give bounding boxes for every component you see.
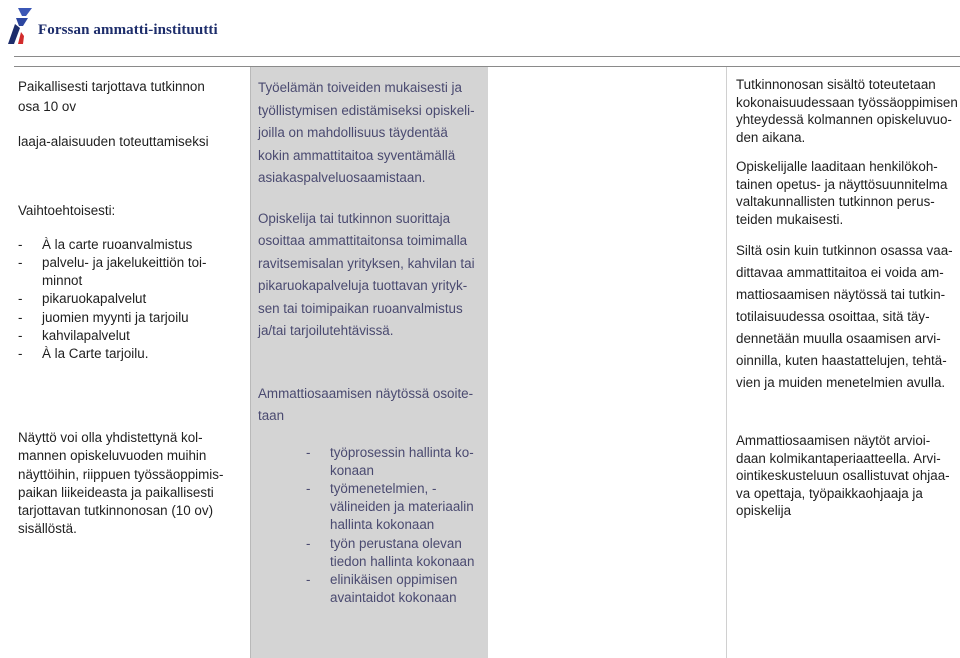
list-item: - À la Carte tarjoilu. [18, 346, 149, 362]
list-item: - työn perustana olevan tiedon hallinta kokonaan [306, 535, 475, 569]
objectives-paragraph: Työelämän toiveiden mukaisesti ja työllistymisen edistämiseksi opiskeli- joilla on mahdollisuus täydentää kokin ammattitaitoa syventämällä asiakaspalveluosaamistaan. [258, 80, 475, 185]
header-divider [14, 56, 960, 57]
list-item: - pikaruokapalvelut [18, 291, 147, 307]
list-item: - juomien myynti ja tarjoilu [18, 309, 189, 325]
list-item: - kahvilapalvelut [18, 327, 130, 343]
column-objectives [251, 67, 488, 658]
evaluation-paragraph: Ammattiosaamisen näytöt arvioi- daan kolmikantaperiaatteella. Arvi- ointikeskusteluun osallistuvat ohjaa- va opettaja, työpaikkaohjaaja ja opiskelija [736, 433, 950, 518]
org-name: Forssan ammatti-instituutti [38, 22, 218, 38]
plan-paragraph: Opiskelijalle laaditaan henkilökoh- tainen opetus- ja näyttösuunnitelma valtakunnallisten tutkinnon perus- teiden mukaisesti. [736, 159, 948, 227]
demonstration-paragraph: Ammattiosaamisen näytössä osoite- taan [258, 385, 474, 423]
column-empty [489, 67, 726, 658]
list-item: - työprosessin hallinta ko- konaan [306, 444, 474, 478]
list-item: - palvelu- ja jakelukeittiön toi- minnot [18, 255, 207, 289]
list-item: - työmenetelmien, - välineiden ja materiaalin hallinta kokonaan [306, 480, 474, 533]
title-line: Paikallisesti tarjottava tutkinnon [18, 79, 205, 94]
column-implementation [736, 76, 960, 520]
title-line: osa 10 ov [18, 99, 77, 115]
implementation-paragraph: Tutkinnonosan sisältö toteutetaan kokonaisuudessaan työssäoppimisen yhteydessä kolmannen opiskeluvuo- den aikana. [736, 77, 958, 145]
options-list [18, 236, 250, 363]
options-heading: Vaihtoehtoisesti: [18, 202, 116, 218]
list-item: - À la carte ruoanvalmistus [18, 236, 193, 252]
demonstration-note: Näyttö voi olla yhdistettynä kol- mannen opiskeluvuoden muihin näyttöihin, riippuen työssäoppimis- paikan liikeideasta ja paikallisesti tarjottavan tutkinnonosan (10 ov) sisällöstä. [18, 430, 224, 537]
institute-logo-icon [6, 6, 34, 46]
column-divider [726, 67, 727, 658]
column-title [18, 66, 250, 538]
list-item: - elinikäisen oppimisen avaintaidot kokonaan [306, 571, 458, 606]
supplement-paragraph: Siltä osin kuin tutkinnon osassa vaa- dittavaa ammattitaitoa ei voida am- mattiosaamisen näytössä tai tutkin- totilaisuudessa osoittaa, sitä täy- dennetään muulla osaamisen arvi- oinnilla, kuten haastattelujen, tehtä- vien ja muiden menetelmien avulla. [736, 243, 953, 390]
competence-paragraph: Opiskelija tai tutkinnon suorittaja osoittaa ammattitaitonsa toimimalla ravitsemisalan yrityksen, kahvilan tai pikaruokapalveluja tuottavan yrityk- sen tai toimipaikan ruoanvalmistus ja/tai tarjoilutehtävissä. [258, 210, 475, 338]
title-line: laaja-alaisuuden toteuttamiseksi [18, 134, 209, 150]
assessment-list [258, 444, 484, 608]
